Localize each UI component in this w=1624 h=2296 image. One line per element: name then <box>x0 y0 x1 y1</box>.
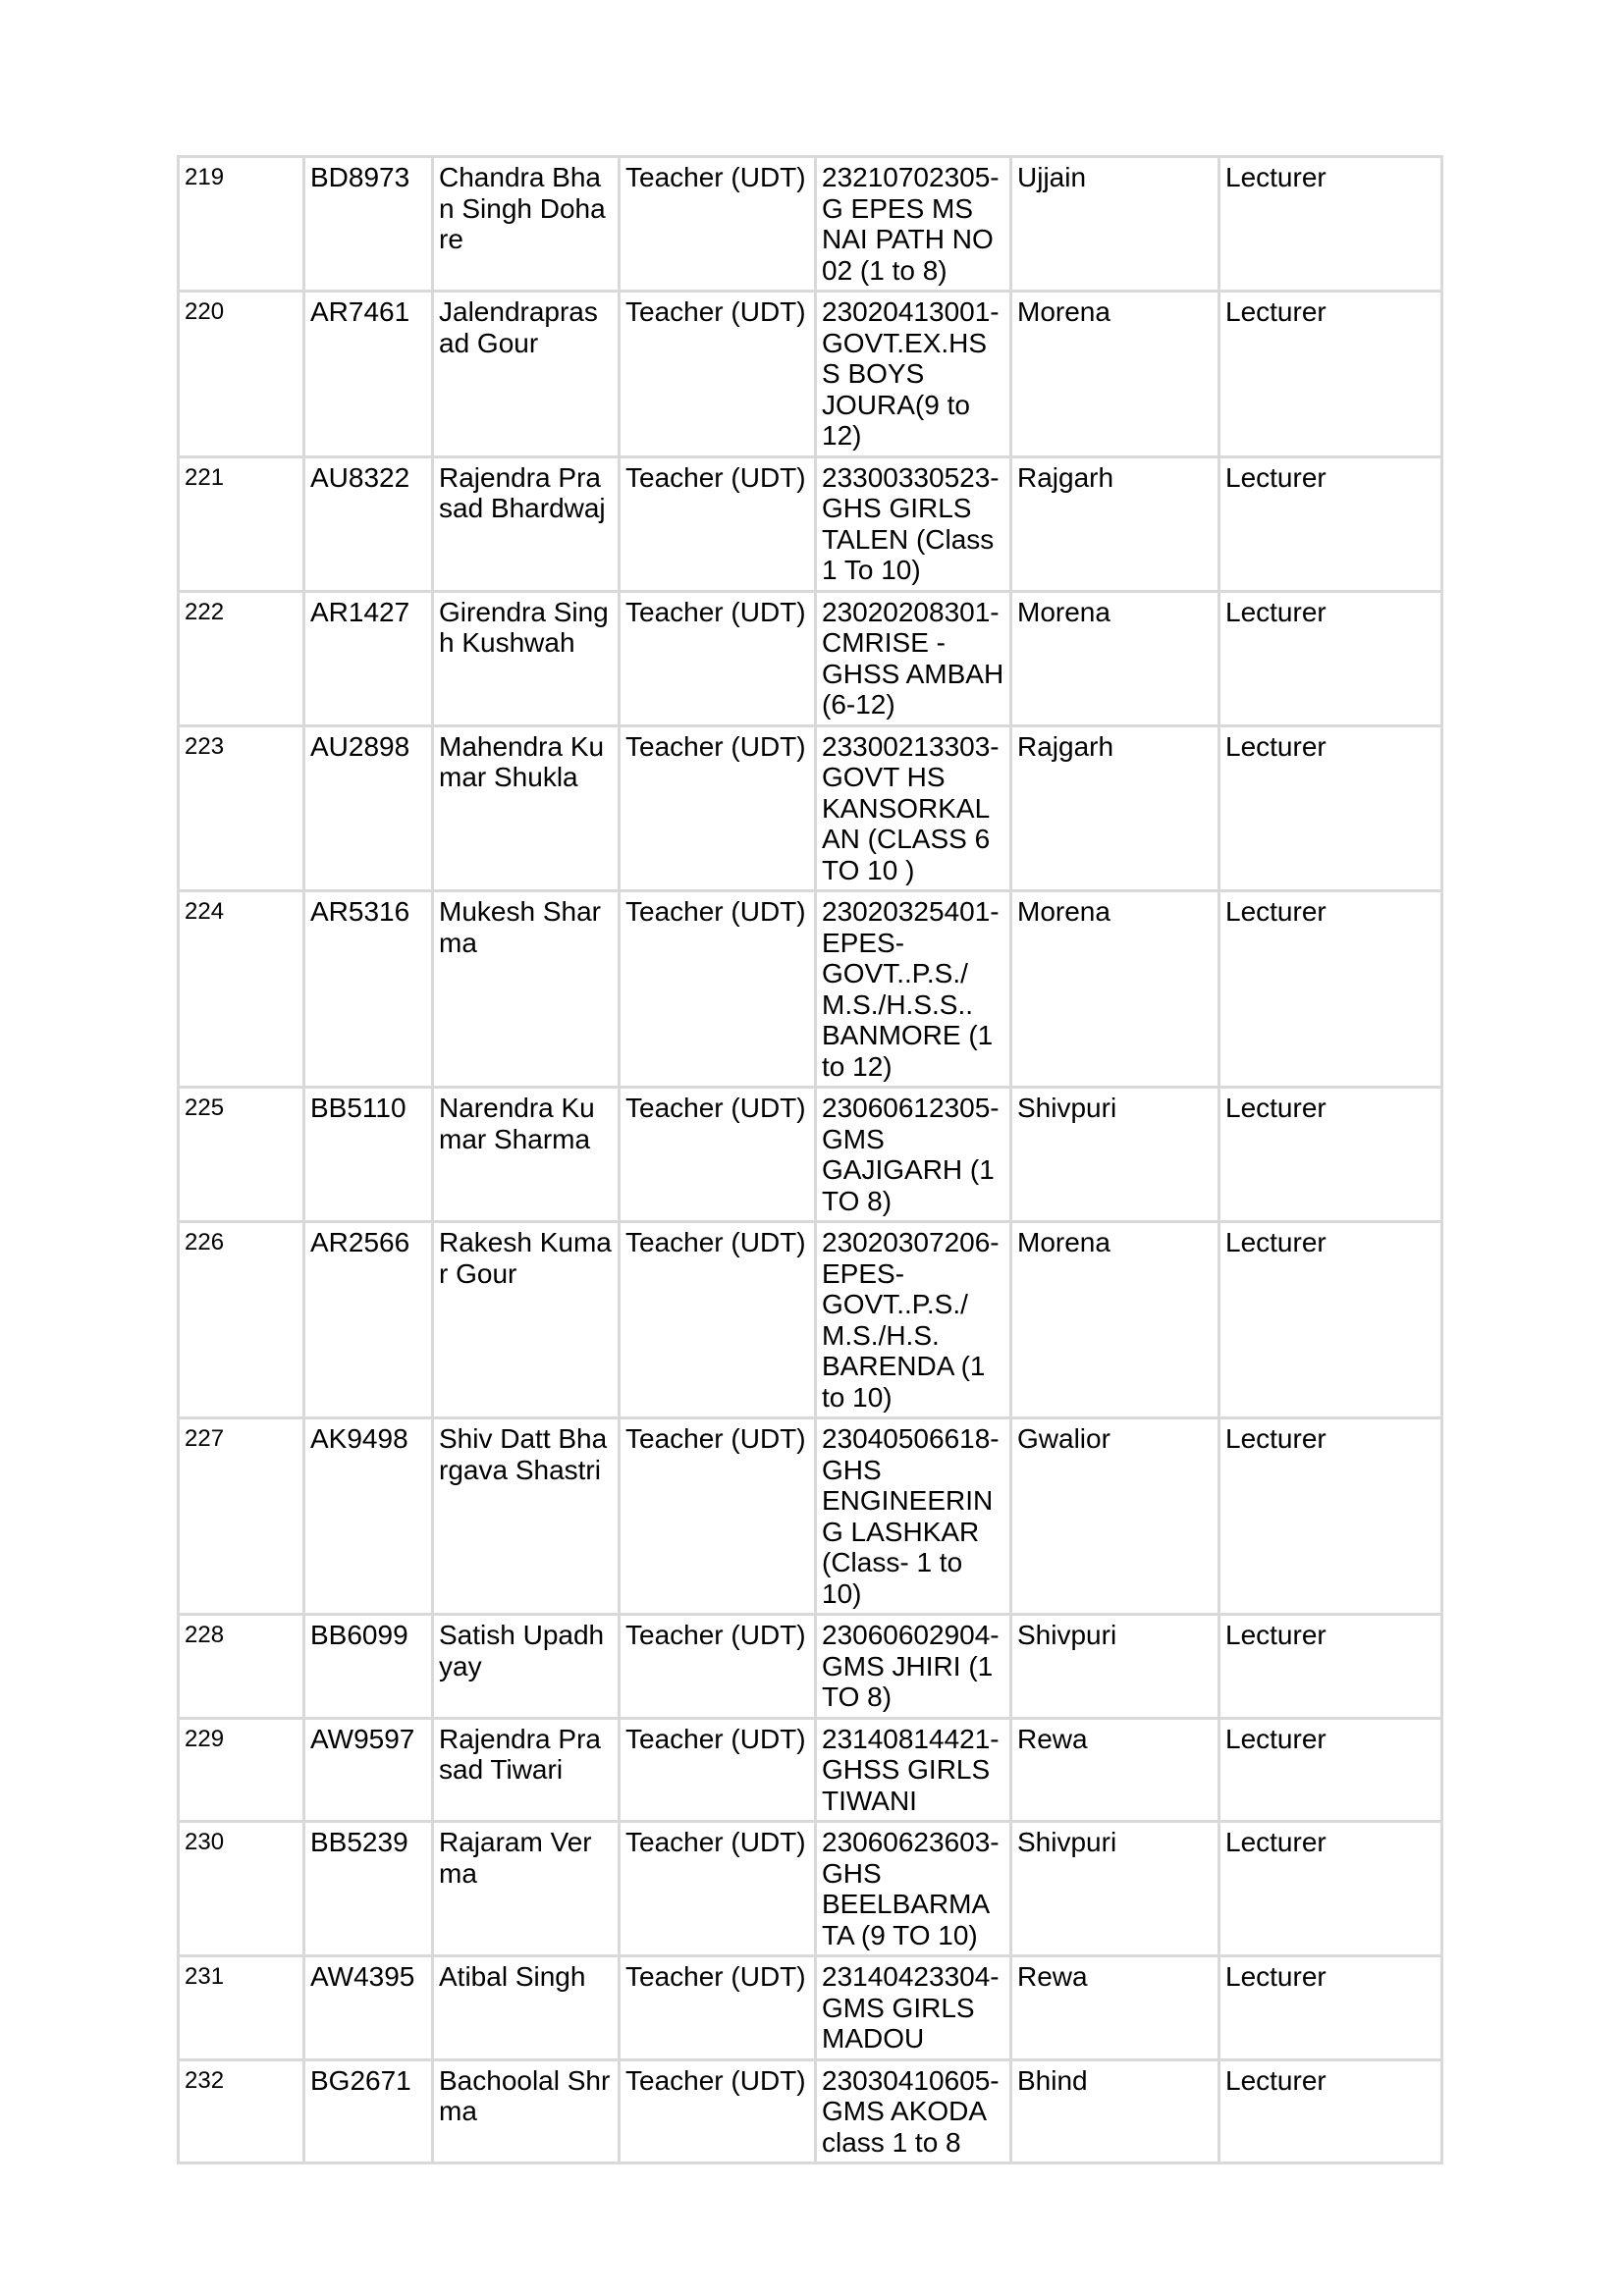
current-post-cell: Teacher (UDT) <box>620 891 816 1088</box>
new-post-cell: Lecturer <box>1219 2059 1442 2163</box>
serial-number-cell: 231 <box>179 1956 304 2060</box>
serial-number-cell: 220 <box>179 292 304 457</box>
district-cell: Shivpuri <box>1011 1088 1219 1222</box>
new-post-cell: Lecturer <box>1219 1222 1442 1418</box>
name-cell: Narendra Kumar Sharma <box>433 1088 620 1222</box>
name-cell: Mukesh Sharma <box>433 891 620 1088</box>
district-cell: Morena <box>1011 292 1219 457</box>
new-post-cell: Lecturer <box>1219 1088 1442 1222</box>
serial-number-cell: 222 <box>179 591 304 725</box>
current-post-cell: Teacher (UDT) <box>620 157 816 292</box>
district-cell: Rajgarh <box>1011 725 1219 891</box>
serial-number-cell: 225 <box>179 1088 304 1222</box>
serial-number-cell: 227 <box>179 1418 304 1615</box>
district-cell: Morena <box>1011 891 1219 1088</box>
serial-number-cell: 228 <box>179 1615 304 1719</box>
name-cell: Rajaram Verma <box>433 1822 620 1956</box>
table-row <box>179 292 1442 457</box>
new-post-cell: Lecturer <box>1219 456 1442 591</box>
table-row <box>179 1222 1442 1418</box>
table-row <box>179 456 1442 591</box>
current-post-cell: Teacher (UDT) <box>620 292 816 457</box>
employee-id-cell: AK9498 <box>304 1418 433 1615</box>
serial-number-cell: 219 <box>179 157 304 292</box>
serial-number-cell: 230 <box>179 1822 304 1956</box>
roster-body <box>179 157 1442 2163</box>
new-post-cell: Lecturer <box>1219 1718 1442 1822</box>
current-post-cell: Teacher (UDT) <box>620 2059 816 2163</box>
school-cell: 23210702305- G EPES MS NAI PATH NO 02 (1 to 8) <box>816 157 1011 292</box>
employee-id-cell: AW4395 <box>304 1956 433 2060</box>
district-cell: Shivpuri <box>1011 1822 1219 1956</box>
name-cell: Shiv Datt Bhargava Shastri <box>433 1418 620 1615</box>
school-cell: 23140423304- GMS GIRLS MADOU <box>816 1956 1011 2060</box>
employee-id-cell: AR1427 <box>304 591 433 725</box>
district-cell: Morena <box>1011 1222 1219 1418</box>
name-cell: Chandra Bhan Singh Dohare <box>433 157 620 292</box>
new-post-cell: Lecturer <box>1219 891 1442 1088</box>
school-cell: 23300213303- GOVT HS KANSORKAL AN (CLASS 6 TO 10 ) <box>816 725 1011 891</box>
table-row <box>179 591 1442 725</box>
employee-id-cell: AR7461 <box>304 292 433 457</box>
district-cell: Ujjain <box>1011 157 1219 292</box>
new-post-cell: Lecturer <box>1219 1822 1442 1956</box>
current-post-cell: Teacher (UDT) <box>620 1222 816 1418</box>
name-cell: Jalendraprasad Gour <box>433 292 620 457</box>
table-row <box>179 891 1442 1088</box>
school-cell: 23040506618- GHS ENGINEERIN G LASHKAR (Class- 1 to 10) <box>816 1418 1011 1615</box>
employee-id-cell: AR5316 <box>304 891 433 1088</box>
new-post-cell: Lecturer <box>1219 1956 1442 2060</box>
table-row <box>179 157 1442 292</box>
employee-id-cell: AU2898 <box>304 725 433 891</box>
table-row <box>179 2059 1442 2163</box>
district-cell: Bhind <box>1011 2059 1219 2163</box>
school-cell: 23060612305- GMS GAJIGARH (1 TO 8) <box>816 1088 1011 1222</box>
new-post-cell: Lecturer <box>1219 292 1442 457</box>
name-cell: Mahendra Kumar Shukla <box>433 725 620 891</box>
table-row <box>179 1956 1442 2060</box>
serial-number-cell: 226 <box>179 1222 304 1418</box>
current-post-cell: Teacher (UDT) <box>620 591 816 725</box>
new-post-cell: Lecturer <box>1219 1418 1442 1615</box>
table-row <box>179 1615 1442 1719</box>
school-cell: 23020413001- GOVT.EX.HS S BOYS JOURA(9 to 12) <box>816 292 1011 457</box>
school-cell: 23020307206- EPES- GOVT..P.S./ M.S./H.S. BARENDA (1 to 10) <box>816 1222 1011 1418</box>
name-cell: Rajendra Prasad Tiwari <box>433 1718 620 1822</box>
employee-id-cell: BB5110 <box>304 1088 433 1222</box>
table-row <box>179 1418 1442 1615</box>
current-post-cell: Teacher (UDT) <box>620 1088 816 1222</box>
new-post-cell: Lecturer <box>1219 157 1442 292</box>
district-cell: Shivpuri <box>1011 1615 1219 1719</box>
current-post-cell: Teacher (UDT) <box>620 1718 816 1822</box>
school-cell: 23300330523- GHS GIRLS TALEN (Class 1 To 10) <box>816 456 1011 591</box>
employee-id-cell: AR2566 <box>304 1222 433 1418</box>
current-post-cell: Teacher (UDT) <box>620 1822 816 1956</box>
district-cell: Rewa <box>1011 1956 1219 2060</box>
name-cell: Satish Upadhyay <box>433 1615 620 1719</box>
current-post-cell: Teacher (UDT) <box>620 456 816 591</box>
name-cell: Bachoolal Shrma <box>433 2059 620 2163</box>
district-cell: Morena <box>1011 591 1219 725</box>
name-cell: Rakesh Kumar Gour <box>433 1222 620 1418</box>
new-post-cell: Lecturer <box>1219 725 1442 891</box>
current-post-cell: Teacher (UDT) <box>620 1615 816 1719</box>
table-row <box>179 725 1442 891</box>
employee-id-cell: BB5239 <box>304 1822 433 1956</box>
employee-id-cell: BD8973 <box>304 157 433 292</box>
school-cell: 23020325401- EPES- GOVT..P.S./ M.S./H.S.S.. BANMORE (1 to 12) <box>816 891 1011 1088</box>
employee-id-cell: BG2671 <box>304 2059 433 2163</box>
school-cell: 23060623603- GHS BEELBARMA TA (9 TO 10) <box>816 1822 1011 1956</box>
serial-number-cell: 223 <box>179 725 304 891</box>
district-cell: Rajgarh <box>1011 456 1219 591</box>
serial-number-cell: 229 <box>179 1718 304 1822</box>
current-post-cell: Teacher (UDT) <box>620 725 816 891</box>
current-post-cell: Teacher (UDT) <box>620 1956 816 2060</box>
new-post-cell: Lecturer <box>1219 1615 1442 1719</box>
name-cell: Rajendra Prasad Bhardwaj <box>433 456 620 591</box>
table-row <box>179 1718 1442 1822</box>
school-cell: 23020208301- CMRISE - GHSS AMBAH (6-12) <box>816 591 1011 725</box>
serial-number-cell: 224 <box>179 891 304 1088</box>
employee-id-cell: BB6099 <box>304 1615 433 1719</box>
name-cell: Girendra Singh Kushwah <box>433 591 620 725</box>
serial-number-cell: 221 <box>179 456 304 591</box>
school-cell: 23060602904- GMS JHIRI (1 TO 8) <box>816 1615 1011 1719</box>
table-row <box>179 1822 1442 1956</box>
school-cell: 23140814421- GHSS GIRLS TIWANI <box>816 1718 1011 1822</box>
current-post-cell: Teacher (UDT) <box>620 1418 816 1615</box>
name-cell: Atibal Singh <box>433 1956 620 2060</box>
school-cell: 23030410605- GMS AKODA class 1 to 8 <box>816 2059 1011 2163</box>
district-cell: Rewa <box>1011 1718 1219 1822</box>
serial-number-cell: 232 <box>179 2059 304 2163</box>
employee-id-cell: AU8322 <box>304 456 433 591</box>
table-row <box>179 1088 1442 1222</box>
teacher-roster-table <box>177 155 1443 2164</box>
new-post-cell: Lecturer <box>1219 591 1442 725</box>
employee-id-cell: AW9597 <box>304 1718 433 1822</box>
district-cell: Gwalior <box>1011 1418 1219 1615</box>
